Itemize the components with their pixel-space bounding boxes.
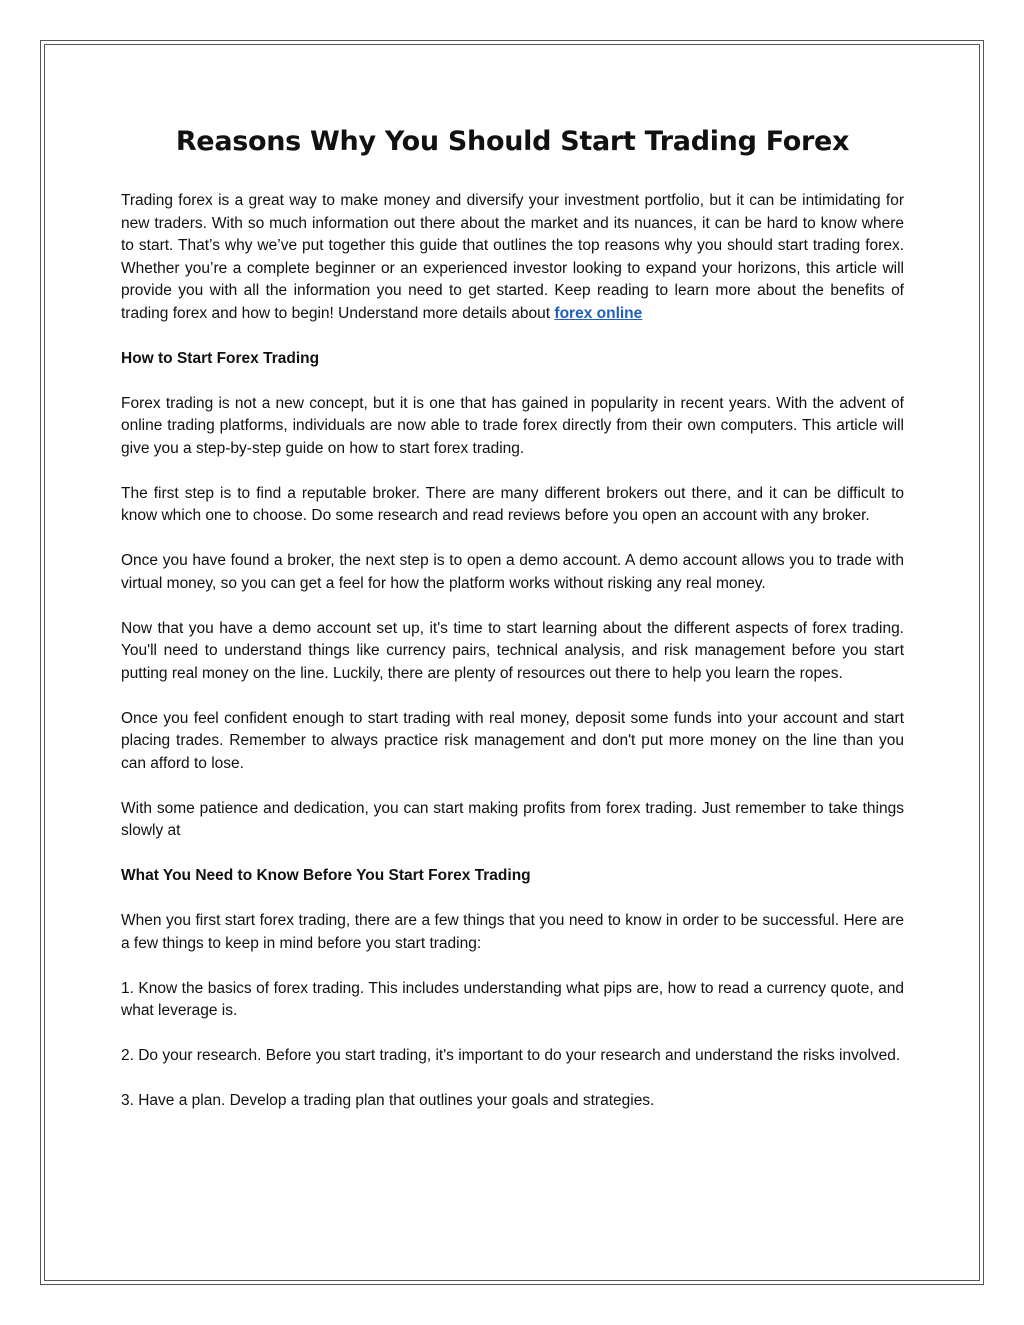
intro-text: Trading forex is a great way to make money and diversify your investment portfolio, but it can be intimidating for new traders. With so much information out there about the market and its nuances, it can be hard to know where to start. That’s why we’ve put together this guide that outlines the top reasons why you should start trading forex. Whether you’re a complete beginner or an experienced investor looking to expand your horizons, this article will provide you with all the information you need to get started. Keep reading to learn more about the benefits of trading forex and how to begin! Understand more details about xyxy=(121,192,904,322)
intro-paragraph xyxy=(121,190,904,325)
paragraph: Now that you have a demo account set up, it's time to start learning about the different aspects of forex trading. You'll need to understand things like currency pairs, technical analysis, and risk management before you start putting real money on the line. Luckily, there are plenty of resources out there to help you learn the ropes. xyxy=(121,619,904,682)
paragraph: When you first start forex trading, there are a few things that you need to know in order to be successful. Here are a few things to keep in mind before you start trading: xyxy=(121,912,904,952)
paragraph: Forex trading is not a new concept, but it is one that has gained in popularity in recent years. With the advent of online trading platforms, individuals are now able to trade forex directly from their own computers. This article will give you a step-by-step guide on how to start forex trading. xyxy=(121,394,904,457)
forex-online-link[interactable]: forex online xyxy=(554,304,643,322)
paragraph: Once you have found a broker, the next step is to open a demo account. A demo account allows you to trade with virtual money, so you can get a feel for how the platform works without risking any real money. xyxy=(121,552,904,592)
list-item: 2. Do your research. Before you start trading, it's important to do your research and understand the risks involved. xyxy=(121,1047,901,1064)
paragraph: The first step is to find a reputable broker. There are many different brokers out there, and it can be difficult to know which one to choose. Do some research and read reviews before you open an account with any broker. xyxy=(121,484,904,524)
section-heading-what-you-need: What You Need to Know Before You Start Forex Trading xyxy=(121,867,531,884)
section-heading-how-to-start: How to Start Forex Trading xyxy=(121,349,320,367)
list-item: 1. Know the basics of forex trading. This includes understanding what pips are, how to read a currency quote, and what leverage is. xyxy=(121,979,904,1019)
document-body xyxy=(121,118,904,1135)
paragraph: With some patience and dedication, you can start making profits from forex trading. Just remember to take things slowly at xyxy=(121,799,904,839)
list-item: 3. Have a plan. Develop a trading plan that outlines your goals and strategies. xyxy=(121,1092,655,1109)
paragraph: Once you feel confident enough to start trading with real money, deposit some funds into your account and start placing trades. Remember to always practice risk management and don't put more money on the line than you can afford to lose. xyxy=(121,709,904,772)
document-title: Reasons Why You Should Start Trading Forex xyxy=(175,126,850,157)
